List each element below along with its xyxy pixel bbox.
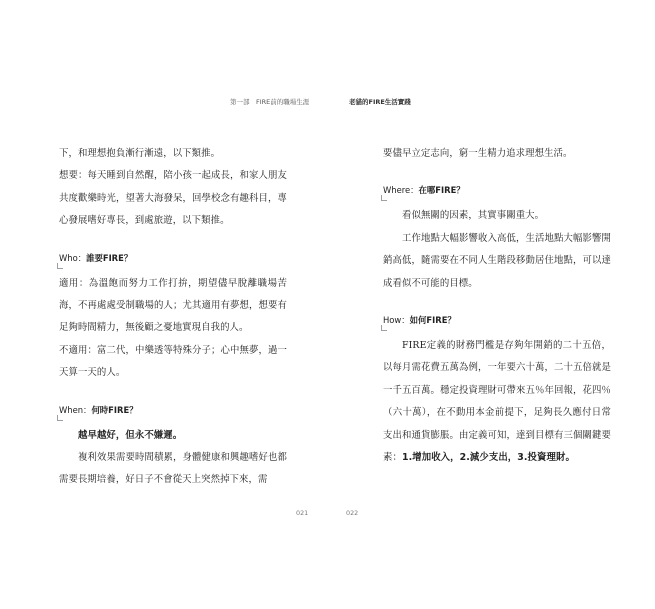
when-body-paragraph: 複利效果需要時間積累，身體健康和興趣嗜好也都需要長期培養，好日子不會從天上突然掉下來，需 [59,452,287,486]
where-lead-paragraph: 看似無關的因素，其實事關重大。 [402,210,545,222]
corner-mark-icon [381,325,387,331]
section-heading-where [383,183,611,197]
how-key-points: 1.增加收入，2.減少支出，3.投資理財。 [401,452,575,464]
right-intro-line: 要儘早立定志向，窮一生精力追求理想生活。 [383,148,573,159]
page-number-left: 021 [296,509,309,517]
heading-how-zh: 如何FIRE？ [409,315,456,326]
heading-how-en: How： [383,315,410,326]
left-page [59,143,287,492]
where-body-paragraph: 工作地點大幅影響收入高低，生活地點大幅影響開銷高低，隨需要在不同人生階段移動居住地點，可以達成看似不可能的目標。 [383,232,611,289]
running-header-left: 第一部 FIRE前的職場生涯 [230,98,310,106]
section-heading-who [59,251,287,265]
left-intro-wants: 想要：每天睡到自然醒，陪小孩一起成長，和家人朋友共度歡樂時光，望著大海發呆，回學校念有趣科目，專心發展嗜好專長，到處旅遊，以下類推。 [59,170,287,227]
heading-where-zh: 在哪FIRE？ [418,185,465,196]
corner-mark-icon [57,263,63,269]
section-heading-when [59,403,287,417]
left-intro-line: 下，和理想抱負漸行漸遠，以下類推。 [59,148,221,159]
corner-mark-icon [57,415,63,421]
right-page [383,143,611,469]
heading-who-en: Who： [59,252,87,263]
how-paragraph-text: FIRE定義的財務門檻是存夠年開銷的二十五倍，以每月需花費五萬為例，一年要六十萬，二十五倍就是一千五百萬。穩定投資理財可帶來五％年回報，花四％（六十萬），在不動用本金前提下，足夠長久應付日常支出和通貨膨脹。由定義可知，達到目標有三個關鍵要素： [383,340,611,464]
heading-where-en: Where： [383,185,419,196]
heading-who-zh: 誰要FIRE？ [86,252,133,263]
heading-when-zh: 何時FIRE？ [91,404,138,415]
heading-when-en: When： [59,404,92,415]
who-applicable-paragraph: 適用：為溫飽而努力工作打拚，期望儘早脫離職場苦海，不再處處受制職場的人；尤其適用有夢想，想要有足夠時間精力，無後顧之憂地實現自我的人。 [59,277,287,334]
page-number-right: 022 [346,509,359,517]
when-lead-paragraph: 越早越好，但永不嫌遲。 [78,429,183,441]
how-body-paragraph [383,335,611,469]
section-heading-how [383,313,611,327]
running-header-right: 老貓的FIRE生活實踐 [349,98,411,106]
corner-mark-icon [381,195,387,201]
who-not-applicable-paragraph: 不適用：富二代，中樂透等特殊分子；心中無夢，過一天算一天的人。 [59,344,287,379]
